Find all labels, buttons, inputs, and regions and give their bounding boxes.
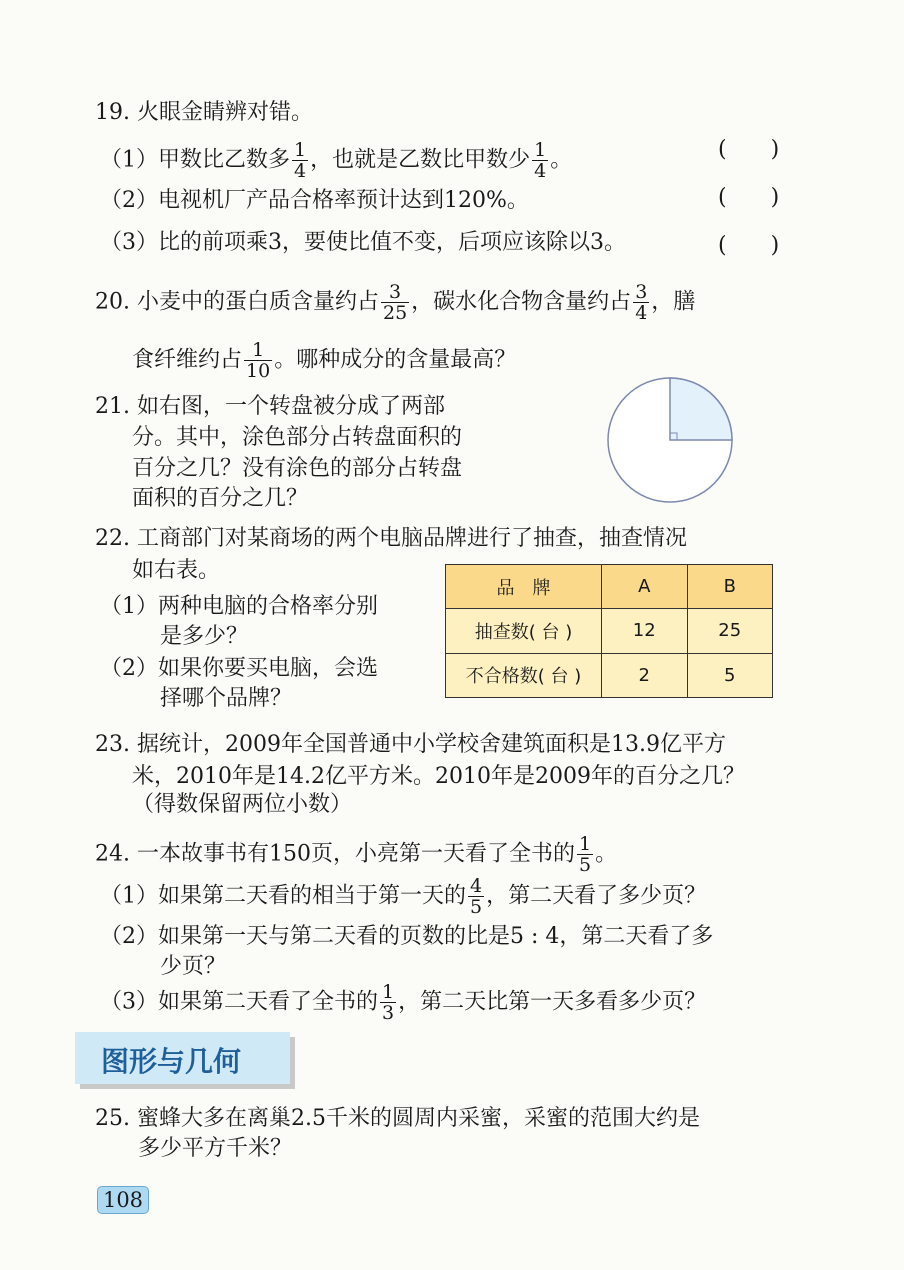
table-header: 品 牌 (446, 565, 602, 609)
q22-sub-1a: （1）两种电脑的合格率分别 (100, 594, 378, 619)
fraction: $\frac{1}{5}$ (578, 833, 592, 876)
q25-line-2: 多少平方千米？ (138, 1136, 293, 1161)
answer-blank-1[interactable]: ( ) (718, 137, 780, 162)
table-cell: 抽查数( 台 ) (446, 609, 602, 653)
q21-line-2: 分。其中，涂色部分占转盘面积的 (132, 425, 463, 450)
fraction: $\frac{1}{3}$ (382, 981, 395, 1024)
q19-item-3: （3）比的前项乘3，要使比值不变，后项应该除以3。 (100, 230, 626, 255)
fraction: $\frac{3}{25}$ (382, 281, 408, 324)
table-cell: 5 (687, 653, 773, 697)
fraction: $\frac{1}{4}$ (294, 139, 307, 182)
q21-line-1: 21. 如右图，一个转盘被分成了两部 (95, 394, 445, 419)
page-number: 108 (97, 1186, 149, 1214)
table-header: A (602, 565, 687, 609)
table-cell: 不合格数( 台 ) (446, 653, 602, 697)
q22-sub-2a: （2）如果你要买电脑，会选 (100, 656, 378, 681)
fraction: $\frac{1}{4}$ (534, 139, 547, 182)
answer-blank-2[interactable]: ( ) (718, 185, 780, 210)
q25-line-1: 25. 蜜蜂大多在离巢2.5千米的圆周内采蜜，采蜜的范围大约是 (95, 1106, 700, 1131)
q19-item-1: （1）甲数比乙数多 $\frac{1}{4}$ ，也就是乙数比甲数少 $\frac{1}{4}$ 。 (100, 139, 573, 182)
fraction: $\frac{1}{10}$ (246, 339, 271, 382)
q20-line-1: 20. 小麦中的蛋白质含量约占 $\frac{3}{25}$ ，碳水化合物含量约占 $\frac{3}{4}$ ，膳 (95, 281, 696, 324)
answer-blank-3[interactable]: ( ) (718, 233, 780, 258)
q23-line-1: 23. 据统计，2009年全国普通中小学校舍建筑面积是13.9亿平方 (95, 732, 726, 757)
q22-sub-1b: 是多少？ (160, 624, 249, 649)
table-row (446, 653, 773, 697)
q24-line-1: 24. 一本故事书有150页，小亮第一天看了全书的 $\frac{1}{5}$ 。 (95, 833, 618, 876)
q21-line-4: 面积的百分之几？ (132, 486, 309, 511)
q23-line-2: 米，2010年是14.2亿平方米。2010年是2009年的百分之几？ (132, 764, 745, 789)
q22-line-2: 如右表。 (132, 558, 221, 583)
section-title: 图形与几何 (101, 1045, 242, 1078)
table-cell: 12 (602, 609, 687, 653)
table-cell: 25 (687, 609, 773, 653)
q22-sub-2b: 择哪个品牌？ (160, 686, 293, 711)
fraction: $\frac{4}{5}$ (470, 875, 483, 918)
q19-item-2: （2）电视机厂产品合格率预计达到120%。 (100, 188, 529, 213)
q19-title: 19. 火眼金睛辨对错。 (95, 100, 313, 125)
table-header: B (687, 565, 773, 609)
fraction: $\frac{3}{4}$ (635, 281, 648, 324)
spinner-diagram (603, 373, 739, 509)
inspection-table (445, 564, 773, 698)
shaded-quarter (670, 378, 732, 440)
q23-line-3: （得数保留两位小数） (132, 792, 353, 817)
section-header (75, 1032, 290, 1084)
table-header-row (446, 565, 773, 609)
table-cell: 2 (602, 653, 687, 697)
table-row (446, 609, 773, 653)
q24-sub-2b: 少页？ (160, 954, 227, 979)
q22-line-1: 22. 工商部门对某商场的两个电脑品牌进行了抽查，抽查情况 (95, 526, 687, 551)
q20-line-2: 食纤维约占 $\frac{1}{10}$ 。哪种成分的含量最高？ (132, 339, 517, 382)
q24-sub-3: （3）如果第二天看了全书的 $\frac{1}{3}$ ，第二天比第一天多看多少页？ (100, 981, 707, 1024)
q21-line-3: 百分之几？没有涂色的部分占转盘 (132, 456, 463, 481)
q24-sub-1: （1）如果第二天看的相当于第一天的 $\frac{4}{5}$ ，第二天看了多少页？ (100, 875, 707, 918)
q24-sub-2a: （2）如果第一天与第二天看的页数的比是5 : 4，第二天看了多 (100, 924, 714, 949)
